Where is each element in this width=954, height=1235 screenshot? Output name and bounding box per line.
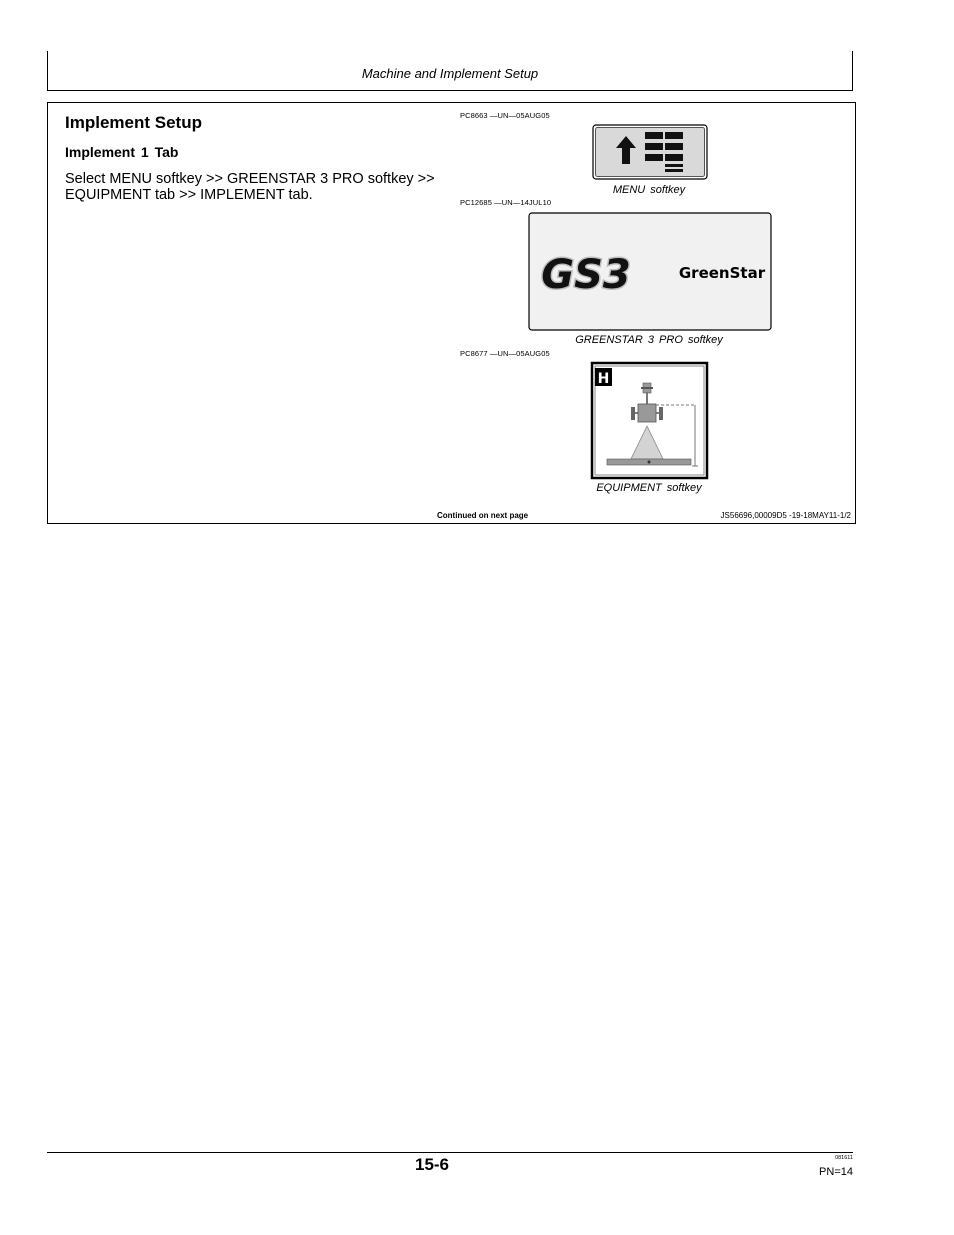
page-number: 15-6 [414,1155,450,1174]
figure-id: PC8677 —UN—05AUG05 [460,349,550,358]
document-reference: JS56696,00009D5 -19-18MAY11-1/2 [720,511,851,520]
running-header: Machine and Implement Setup [361,66,539,81]
greenstar-logo-icon [528,212,772,331]
footer-rule [47,1152,853,1153]
figure-id: PC8663 —UN—05AUG05 [460,111,550,120]
section-title: Implement Setup [65,113,202,132]
subsection-title: Implement 1 Tab [65,144,179,160]
menu-softkey-icon [592,124,708,180]
greenstar-brand-text: GreenStar [678,264,766,282]
figure-id: PC12685 —UN—14JUL10 [460,198,552,207]
figure-caption: MENU softkey [612,184,686,196]
instruction-text: Select MENU softkey >> GREENSTAR 3 PRO softkey >> EQUIPMENT tab >> IMPLEMENT tab. [65,171,435,203]
continued-note: Continued on next page [437,511,529,520]
figure-caption: EQUIPMENT softkey [596,482,702,494]
equipment-softkey-icon [591,362,708,479]
pn-number: PN=14 [819,1166,853,1178]
gs3-logo-text: GS3 [541,252,631,298]
figure-caption: GREENSTAR 3 PRO softkey [575,334,723,346]
h-badge: H [597,371,610,387]
date-code: 081611 [835,1155,853,1161]
